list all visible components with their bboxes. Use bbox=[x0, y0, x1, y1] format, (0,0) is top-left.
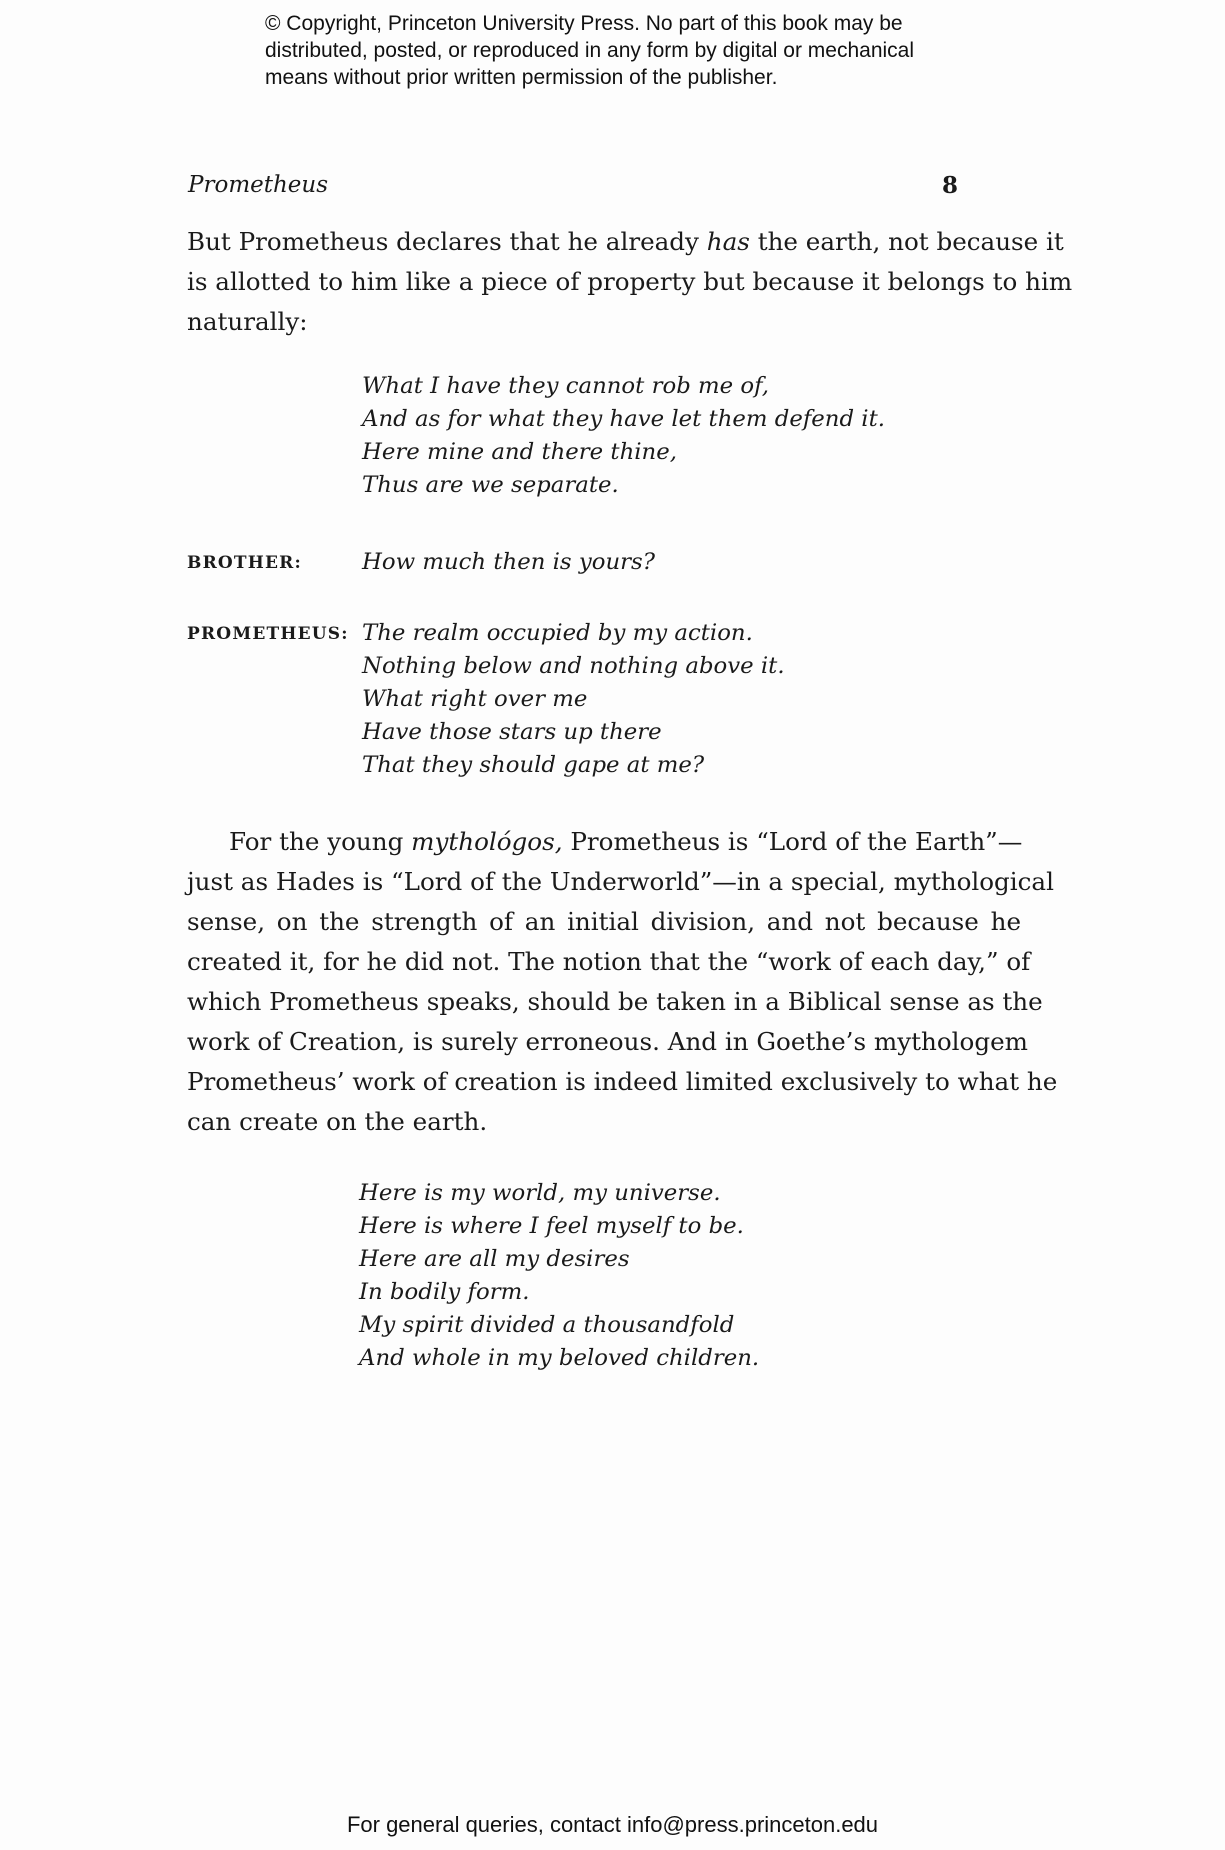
footer-contact: For general queries, contact info@press.princeton.edu bbox=[346, 1812, 879, 1837]
copyright-line: distributed, posted, or reproduced in any form by digital or mechanical bbox=[265, 39, 915, 62]
prometheus-speech bbox=[362, 617, 785, 782]
copyright-notice bbox=[265, 10, 985, 91]
verse-line: Here is where I feel myself to be. bbox=[359, 1213, 744, 1239]
text-span: But Prometheus declares that he already bbox=[187, 227, 707, 256]
paragraph-line: which Prometheus speaks, should be taken in a Biblical sense as the bbox=[187, 987, 1043, 1016]
verse-line: Thus are we separate. bbox=[362, 472, 619, 498]
running-title: Prometheus bbox=[188, 172, 329, 198]
verse-line: Nothing below and nothing above it. bbox=[362, 653, 785, 679]
copyright-line: © Copyright, Princeton University Press. No part of this book may be bbox=[265, 12, 903, 35]
text-span: For the young bbox=[229, 827, 412, 856]
speaker-prometheus: PROMETHEUS: bbox=[187, 624, 349, 644]
paragraph-line: sense, on the strength of an initial division, and not because he bbox=[187, 907, 1021, 936]
verse-line: How much then is yours? bbox=[362, 549, 655, 575]
speaker-brother: BROTHER: bbox=[187, 553, 302, 573]
paragraph-line: can create on the earth. bbox=[187, 1107, 488, 1136]
text-span: Prometheus is “Lord of the Earth”— bbox=[562, 827, 1023, 856]
verse-line: In bodily form. bbox=[359, 1279, 530, 1305]
verse-line: What right over me bbox=[362, 686, 588, 712]
paragraph-line: created it, for he did not. The notion that the “work of each day,” of bbox=[187, 947, 1031, 976]
paragraph-2 bbox=[187, 822, 1058, 1142]
brother-speech bbox=[362, 546, 655, 579]
paragraph-1 bbox=[187, 222, 1073, 342]
verse-line: And as for what they have let them defend it. bbox=[362, 406, 885, 432]
paragraph-line: Prometheus’ work of creation is indeed limited exclusively to what he bbox=[187, 1067, 1058, 1096]
emphasis: mythológos, bbox=[411, 827, 563, 856]
verse-block-2 bbox=[359, 1177, 759, 1375]
paragraph-line: is allotted to him like a piece of property but because it belongs to him bbox=[187, 267, 1073, 296]
verse-line: What I have they cannot rob me of, bbox=[362, 373, 769, 399]
emphasis: has bbox=[706, 227, 750, 256]
copyright-line: means without prior written permission of the publisher. bbox=[265, 66, 778, 89]
verse-block-1 bbox=[362, 370, 885, 502]
verse-line: Have those stars up there bbox=[362, 719, 662, 745]
verse-line: Here are all my desires bbox=[359, 1246, 630, 1272]
page-number: 8 bbox=[941, 172, 958, 199]
text-span: the earth, not because it bbox=[749, 227, 1064, 256]
paragraph-line: naturally: bbox=[187, 307, 308, 336]
verse-line: Here is my world, my universe. bbox=[359, 1180, 721, 1206]
verse-line: Here mine and there thine, bbox=[362, 439, 677, 465]
running-head bbox=[188, 172, 958, 206]
verse-line: And whole in my beloved children. bbox=[359, 1345, 760, 1371]
verse-line: The realm occupied by my action. bbox=[362, 620, 753, 646]
paragraph-line: work of Creation, is surely erroneous. And in Goethe’s mythologem bbox=[187, 1027, 1028, 1056]
paragraph-line bbox=[187, 822, 1021, 862]
paragraph-line bbox=[187, 222, 1064, 262]
paragraph-line: just as Hades is “Lord of the Underworld”—in a special, mythological bbox=[187, 867, 1054, 896]
verse-line: That they should gape at me? bbox=[362, 752, 705, 778]
verse-line: My spirit divided a thousandfold bbox=[359, 1312, 735, 1338]
